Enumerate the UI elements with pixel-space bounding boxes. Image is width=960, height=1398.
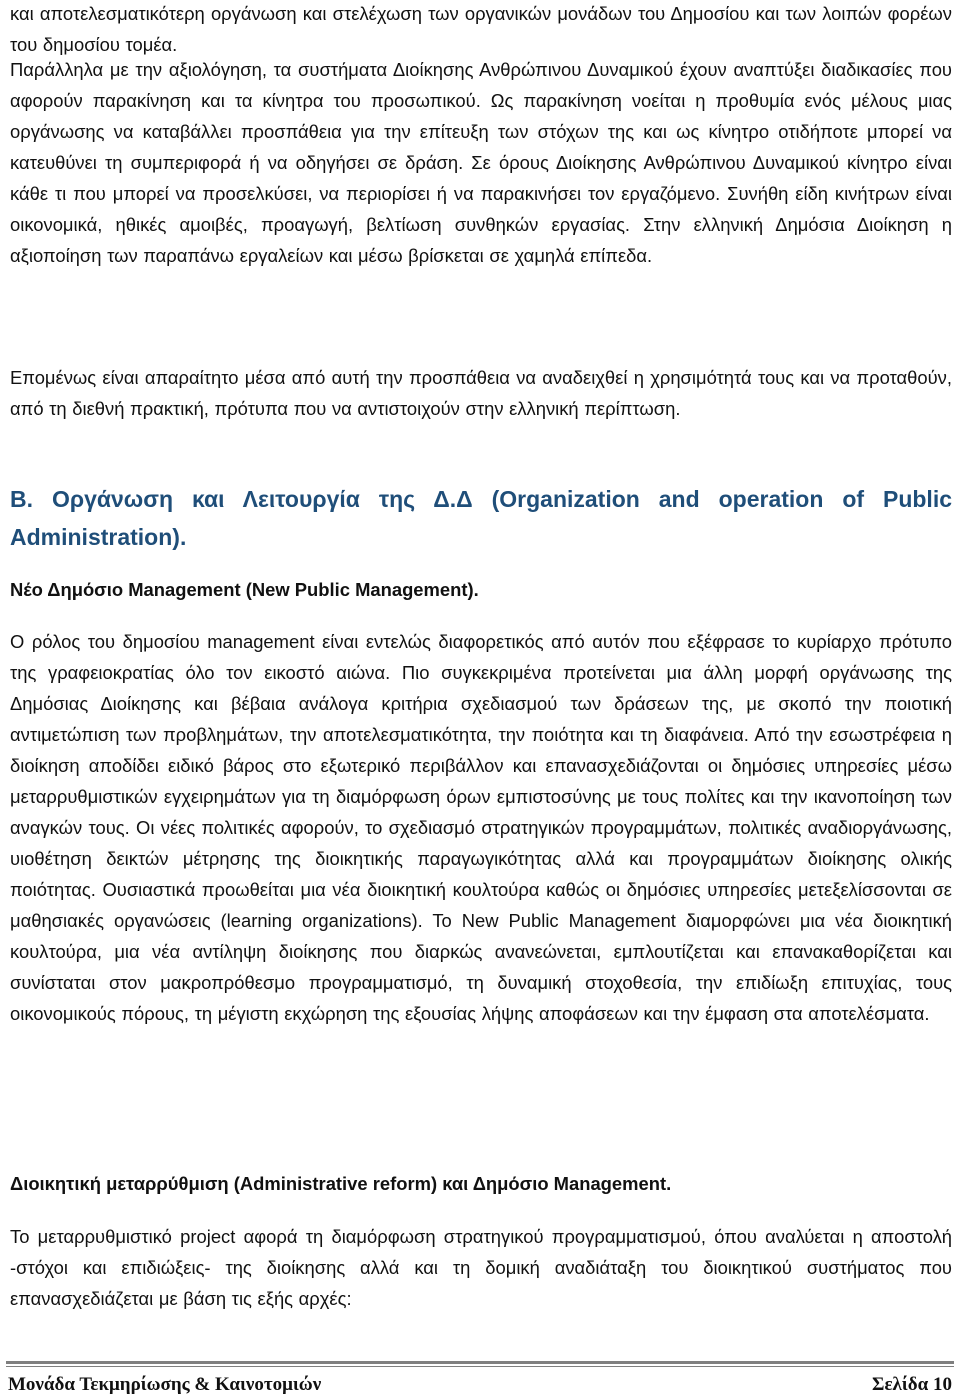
paragraph-new-public-management: Ο ρόλος του δημοσίου management είναι εντελώς διαφορετικός από αυτόν που εξέφρασε το κυρίαρχο πρότυπο της γραφειοκρατίας όλο τον εικοστό αιώνα. Πιο συγκεκριμένα προτείνεται μια άλλη μορφή οργάνωσης της Δημόσιας Διοίκησης και βέβαια ανάλογα κριτήρια σχεδιασμού των δράσεων της, με σκοπό την ποιοτική αντιμετώπιση των προβλημάτων, την αποτελεσματικότητα, την ποιότητα και τη διαφάνεια. Από την εσωστρέφεια η διοίκηση αποδίδει ειδικό βάρος στο εξωτερικό περιβάλλον και επανασχεδιάζονται οι δημόσιες υπηρεσίες μέσω μεταρρυθμιστικών εγχειρημάτων για τη διαμόρφωση όρων εμπιστοσύνης με τους πολίτες και την ικανοποίηση των αναγκών τους. Οι νέες πολιτικές αφορούν, το σχεδιασμό στρατηγικών προγραμμάτων, πολιτικές αναδιοργάνωσης, υιοθέτηση δεικτών μέτρησης της διοικητικής παραγωγικότητας αλλά και προγραμμάτων διοίκησης ολικής ποιότητας. Ουσιαστικά προωθείται μια νέα διοικητική κουλτούρα καθώς οι δημόσιες υπηρεσίες μετεξελίσσονται σε μαθησιακές οργανώσεις (learning organizations). Το New Public Management διαμορφώνει μια νέα διοικητική κουλτούρα, μια νέα αντίληψη διοίκησης που διαρκώς ανανεώνεται, εμπλουτίζεται και επανακαθορίζεται και συνίσταται στον μακροπρόθεσμο προγραμματισμό, τη δυναμική στοχοθεσία, την επιδίωξη επιτυχίας, τους οικονομικούς πόρους, τη μέγιστη εκχώρηση της εξουσίας λήψης αποφάσεων και την έμφαση στα αποτελέσματα. — [10, 631, 952, 1024]
subheading-new-public-management: Νέο Δημόσιο Management (New Public Management). — [10, 579, 479, 600]
paragraph-best-practices: Επομένως είναι απαραίτητο μέσα από αυτή την προσπάθεια να αναδειχθεί η χρησιμότητά τους και να προταθούν, από τη διεθνή πρακτική, πρότυπα που να αντιστοιχούν στην ελληνική περίπτωση. — [10, 367, 952, 419]
paragraph-reform-project: Το μεταρρυθμιστικό project αφορά τη διαμόρφωση στρατηγικού προγραμματισμού, όπου αναλύεται η αποστολή -στόχοι και επιδιώξεις- της διοίκησης αλλά και τη δομική αναδιάταξη του διοικητικού συστήματος που επανασχεδιάζεται με βάση τις εξής αρχές: — [10, 1226, 952, 1309]
footer-page-number: Σελίδα 10 — [872, 1374, 952, 1395]
footer-divider-thin — [6, 1366, 954, 1367]
footer-unit-name: Μονάδα Τεκμηρίωσης & Καινοτομιών — [8, 1374, 322, 1395]
paragraph-motivation-incentives: Παράλληλα με την αξιολόγηση, τα συστήματα Διοίκησης Ανθρώπινου Δυναμικού έχουν αναπτύξει διαδικασίες που αφορούν παρακίνηση και τα κίνητρα του προσωπικού. Ως παρακίνηση νοείται η προθυμία ενός μέλους μιας οργάνωσης να καταβάλλει προσπάθεια για την επίτευξη των στόχων της και ως κίνητρο οτιδήποτε μπορεί να κατευθύνει τη συμπεριφορά ή να οδηγήσει σε δράση. Σε όρους Διοίκησης Ανθρώπινου Δυναμικού κίνητρο είναι κάθε τι που μπορεί να προσελκύσει, να περιορίσει ή να παρακινήσει τον εργαζόμενο. Συνήθη είδη κινήτρων είναι οικονομικά, ηθικές αμοιβές, προαγωγή, βελτίωση συνθηκών εργασίας. Στην ελληνική Δημόσια Διοίκηση η αξιοποίηση των παραπάνω εργαλείων και μέσω βρίσκεται σε χαμηλά επίπεδα. — [10, 59, 952, 266]
paragraph-organization-continuation: και αποτελεσματικότερη οργάνωση και στελέχωση των οργανικών μονάδων του Δημοσίου και των λοιπών φορέων του δημοσίου τομέα. — [10, 3, 952, 55]
page-footer — [8, 1372, 952, 1398]
subheading-administrative-reform: Διοικητική μεταρρύθμιση (Administrative reform) και Δημόσιο Management. — [10, 1173, 672, 1194]
footer-divider-thick — [6, 1361, 954, 1364]
section-heading-organization-operation: Β. Οργάνωση και Λειτουργία της Δ.Δ (Organization and operation of Public Administration). — [10, 486, 952, 550]
